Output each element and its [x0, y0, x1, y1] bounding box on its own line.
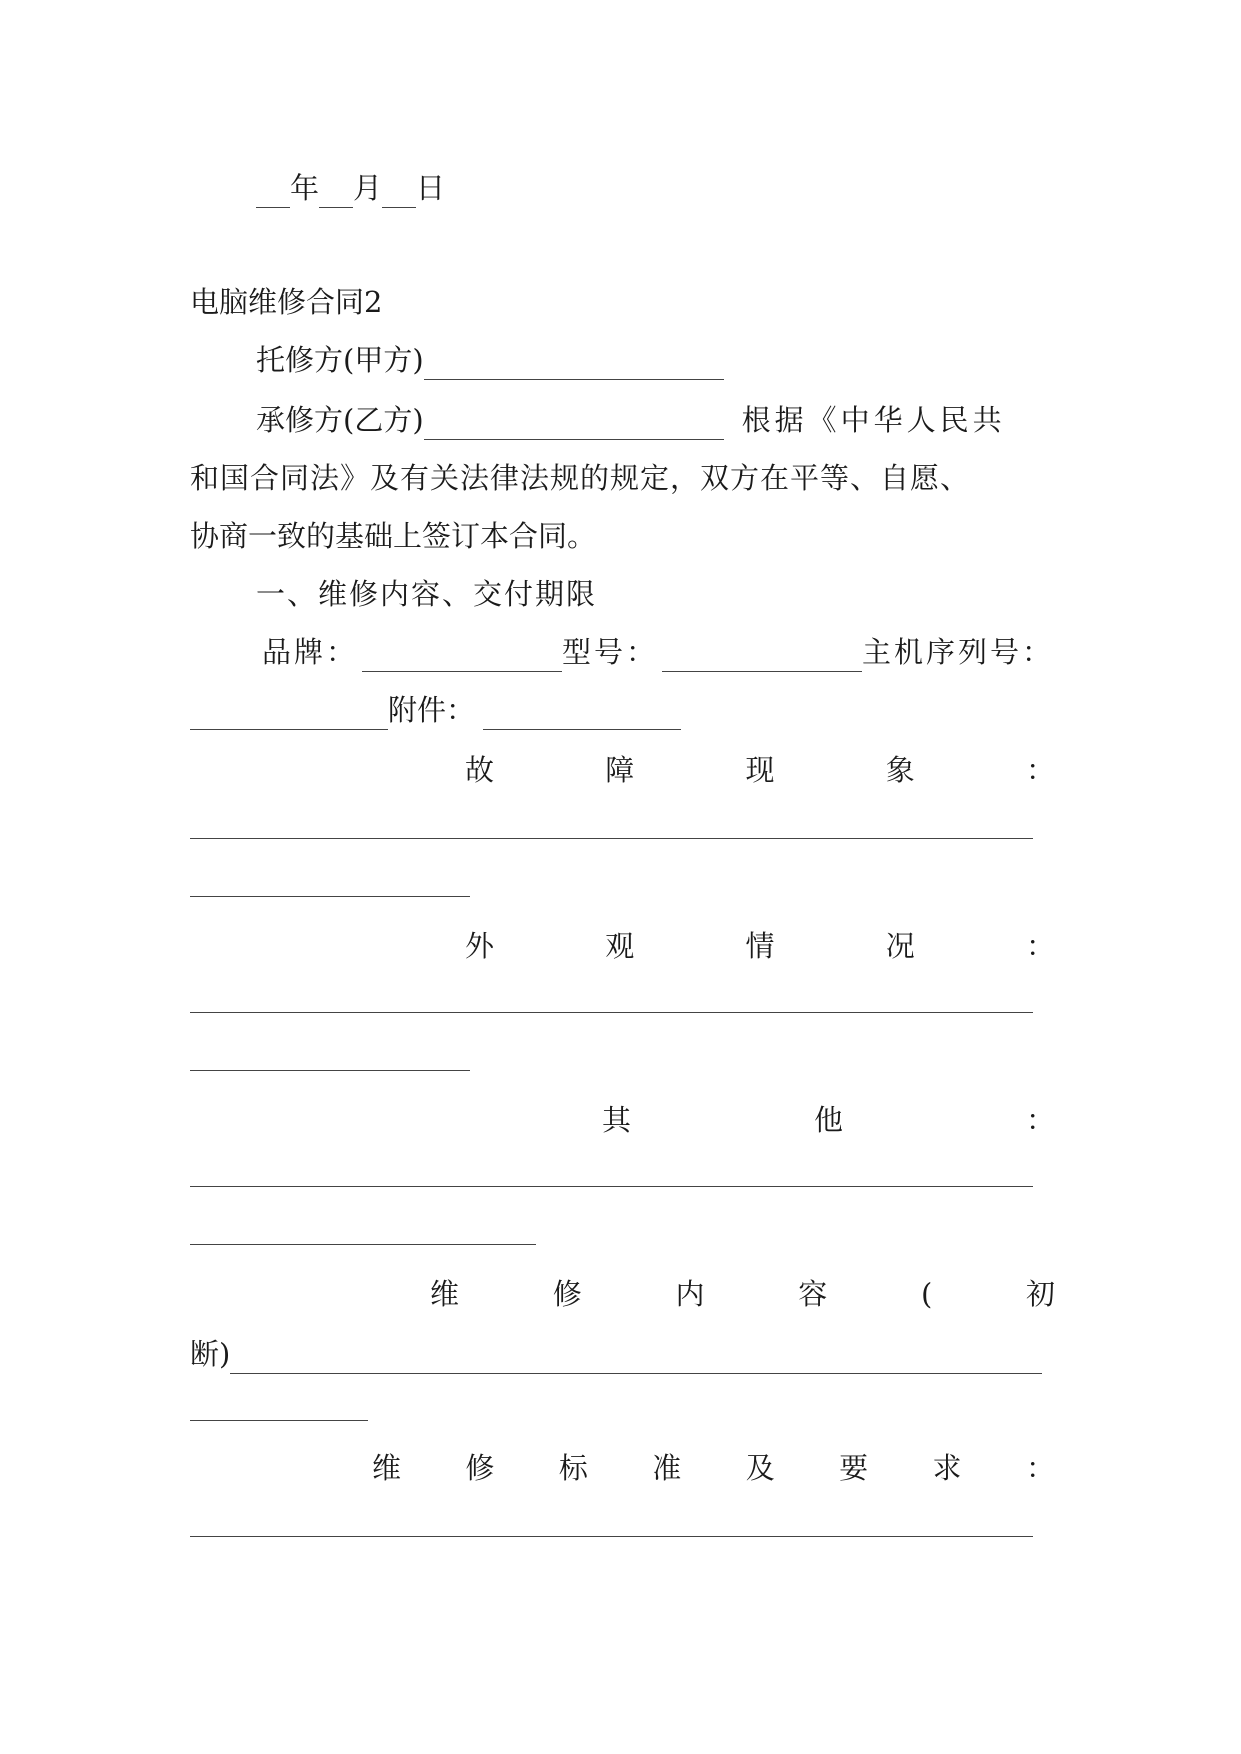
serial-label: 主机序列号： — [862, 635, 1055, 669]
repair-content-char: ( — [920, 1277, 933, 1311]
repair-content-char: 内 — [675, 1277, 705, 1311]
repair-content-line — [190, 1334, 1042, 1374]
standard-char: 维 — [372, 1451, 402, 1485]
accessory-label: 附件： — [388, 693, 476, 727]
party-b-line — [256, 400, 1006, 440]
accessory-line — [190, 690, 681, 730]
fault-label — [190, 750, 1055, 790]
fault-char: 障 — [605, 753, 635, 787]
device-info-line — [262, 632, 1054, 672]
party-b-label: 承修方(乙方) — [256, 403, 424, 437]
appearance-char: 情 — [745, 929, 775, 963]
accessory-field[interactable] — [483, 699, 681, 730]
standard-char: ： — [1025, 1451, 1055, 1485]
party-a-label: 托修方(甲方) — [256, 343, 424, 377]
standard-char: 标 — [558, 1451, 588, 1485]
model-field[interactable] — [662, 641, 862, 672]
appearance-field-line-2[interactable] — [190, 1070, 470, 1071]
appearance-char: 况 — [885, 929, 915, 963]
repair-content-char: 修 — [552, 1277, 582, 1311]
repair-content-char: 初 — [1025, 1277, 1055, 1311]
party-b-field[interactable] — [424, 409, 724, 440]
standard-char: 修 — [465, 1451, 495, 1485]
year-label: 年 — [290, 171, 320, 205]
repair-content-cont: 断) — [190, 1337, 231, 1371]
other-char: 他 — [813, 1103, 843, 1137]
other-char: ： — [1025, 1103, 1055, 1137]
month-blank[interactable] — [319, 177, 353, 208]
fault-field-line-2[interactable] — [190, 896, 470, 897]
repair-content-char: 维 — [430, 1277, 460, 1311]
month-label: 月 — [353, 171, 383, 205]
intro-text-3: 协商一致的基础上签订本合同。 — [190, 519, 597, 553]
other-char: 其 — [602, 1103, 632, 1137]
intro-text-1: 根据《中华人民共 — [741, 403, 1006, 437]
appearance-label — [190, 926, 1055, 966]
other-field-line-2[interactable] — [190, 1244, 536, 1245]
party-a-line — [256, 340, 724, 380]
appearance-char: 外 — [465, 929, 495, 963]
fault-char: 现 — [745, 753, 775, 787]
repair-content-char: 容 — [798, 1277, 828, 1311]
appearance-char: ： — [1025, 929, 1055, 963]
appearance-field-line-1[interactable] — [190, 1012, 1033, 1013]
party-a-field[interactable] — [424, 349, 724, 380]
repair-content-field-line-2[interactable] — [190, 1420, 368, 1421]
serial-field[interactable] — [190, 699, 388, 730]
repair-content-field[interactable] — [230, 1343, 1042, 1374]
appearance-char: 观 — [605, 929, 635, 963]
brand-field[interactable] — [362, 641, 562, 672]
standard-char: 及 — [745, 1451, 775, 1485]
repair-content-label — [190, 1274, 1055, 1314]
standard-field-line-1[interactable] — [190, 1536, 1033, 1537]
intro-text-2: 和国合同法》及有关法律法规的规定，双方在平等、自愿、 — [190, 461, 971, 495]
other-field-line-1[interactable] — [190, 1186, 1033, 1187]
section-1-heading: 一、维修内容、交付期限 — [256, 577, 598, 611]
other-label — [190, 1100, 1055, 1140]
day-blank[interactable] — [382, 177, 416, 208]
contract-title: 电脑维修合同2 — [190, 285, 383, 319]
brand-label: 品牌： — [262, 635, 359, 669]
standard-char: 求 — [932, 1451, 962, 1485]
standard-char: 要 — [839, 1451, 869, 1485]
standard-char: 准 — [652, 1451, 682, 1485]
standard-label — [190, 1448, 1055, 1488]
date-line — [256, 168, 445, 208]
fault-char: 象 — [885, 753, 915, 787]
fault-char: 故 — [465, 753, 495, 787]
fault-field-line-1[interactable] — [190, 838, 1033, 839]
year-blank[interactable] — [256, 177, 290, 208]
day-label: 日 — [416, 171, 446, 205]
fault-char: ： — [1025, 753, 1055, 787]
model-label: 型号： — [562, 635, 659, 669]
